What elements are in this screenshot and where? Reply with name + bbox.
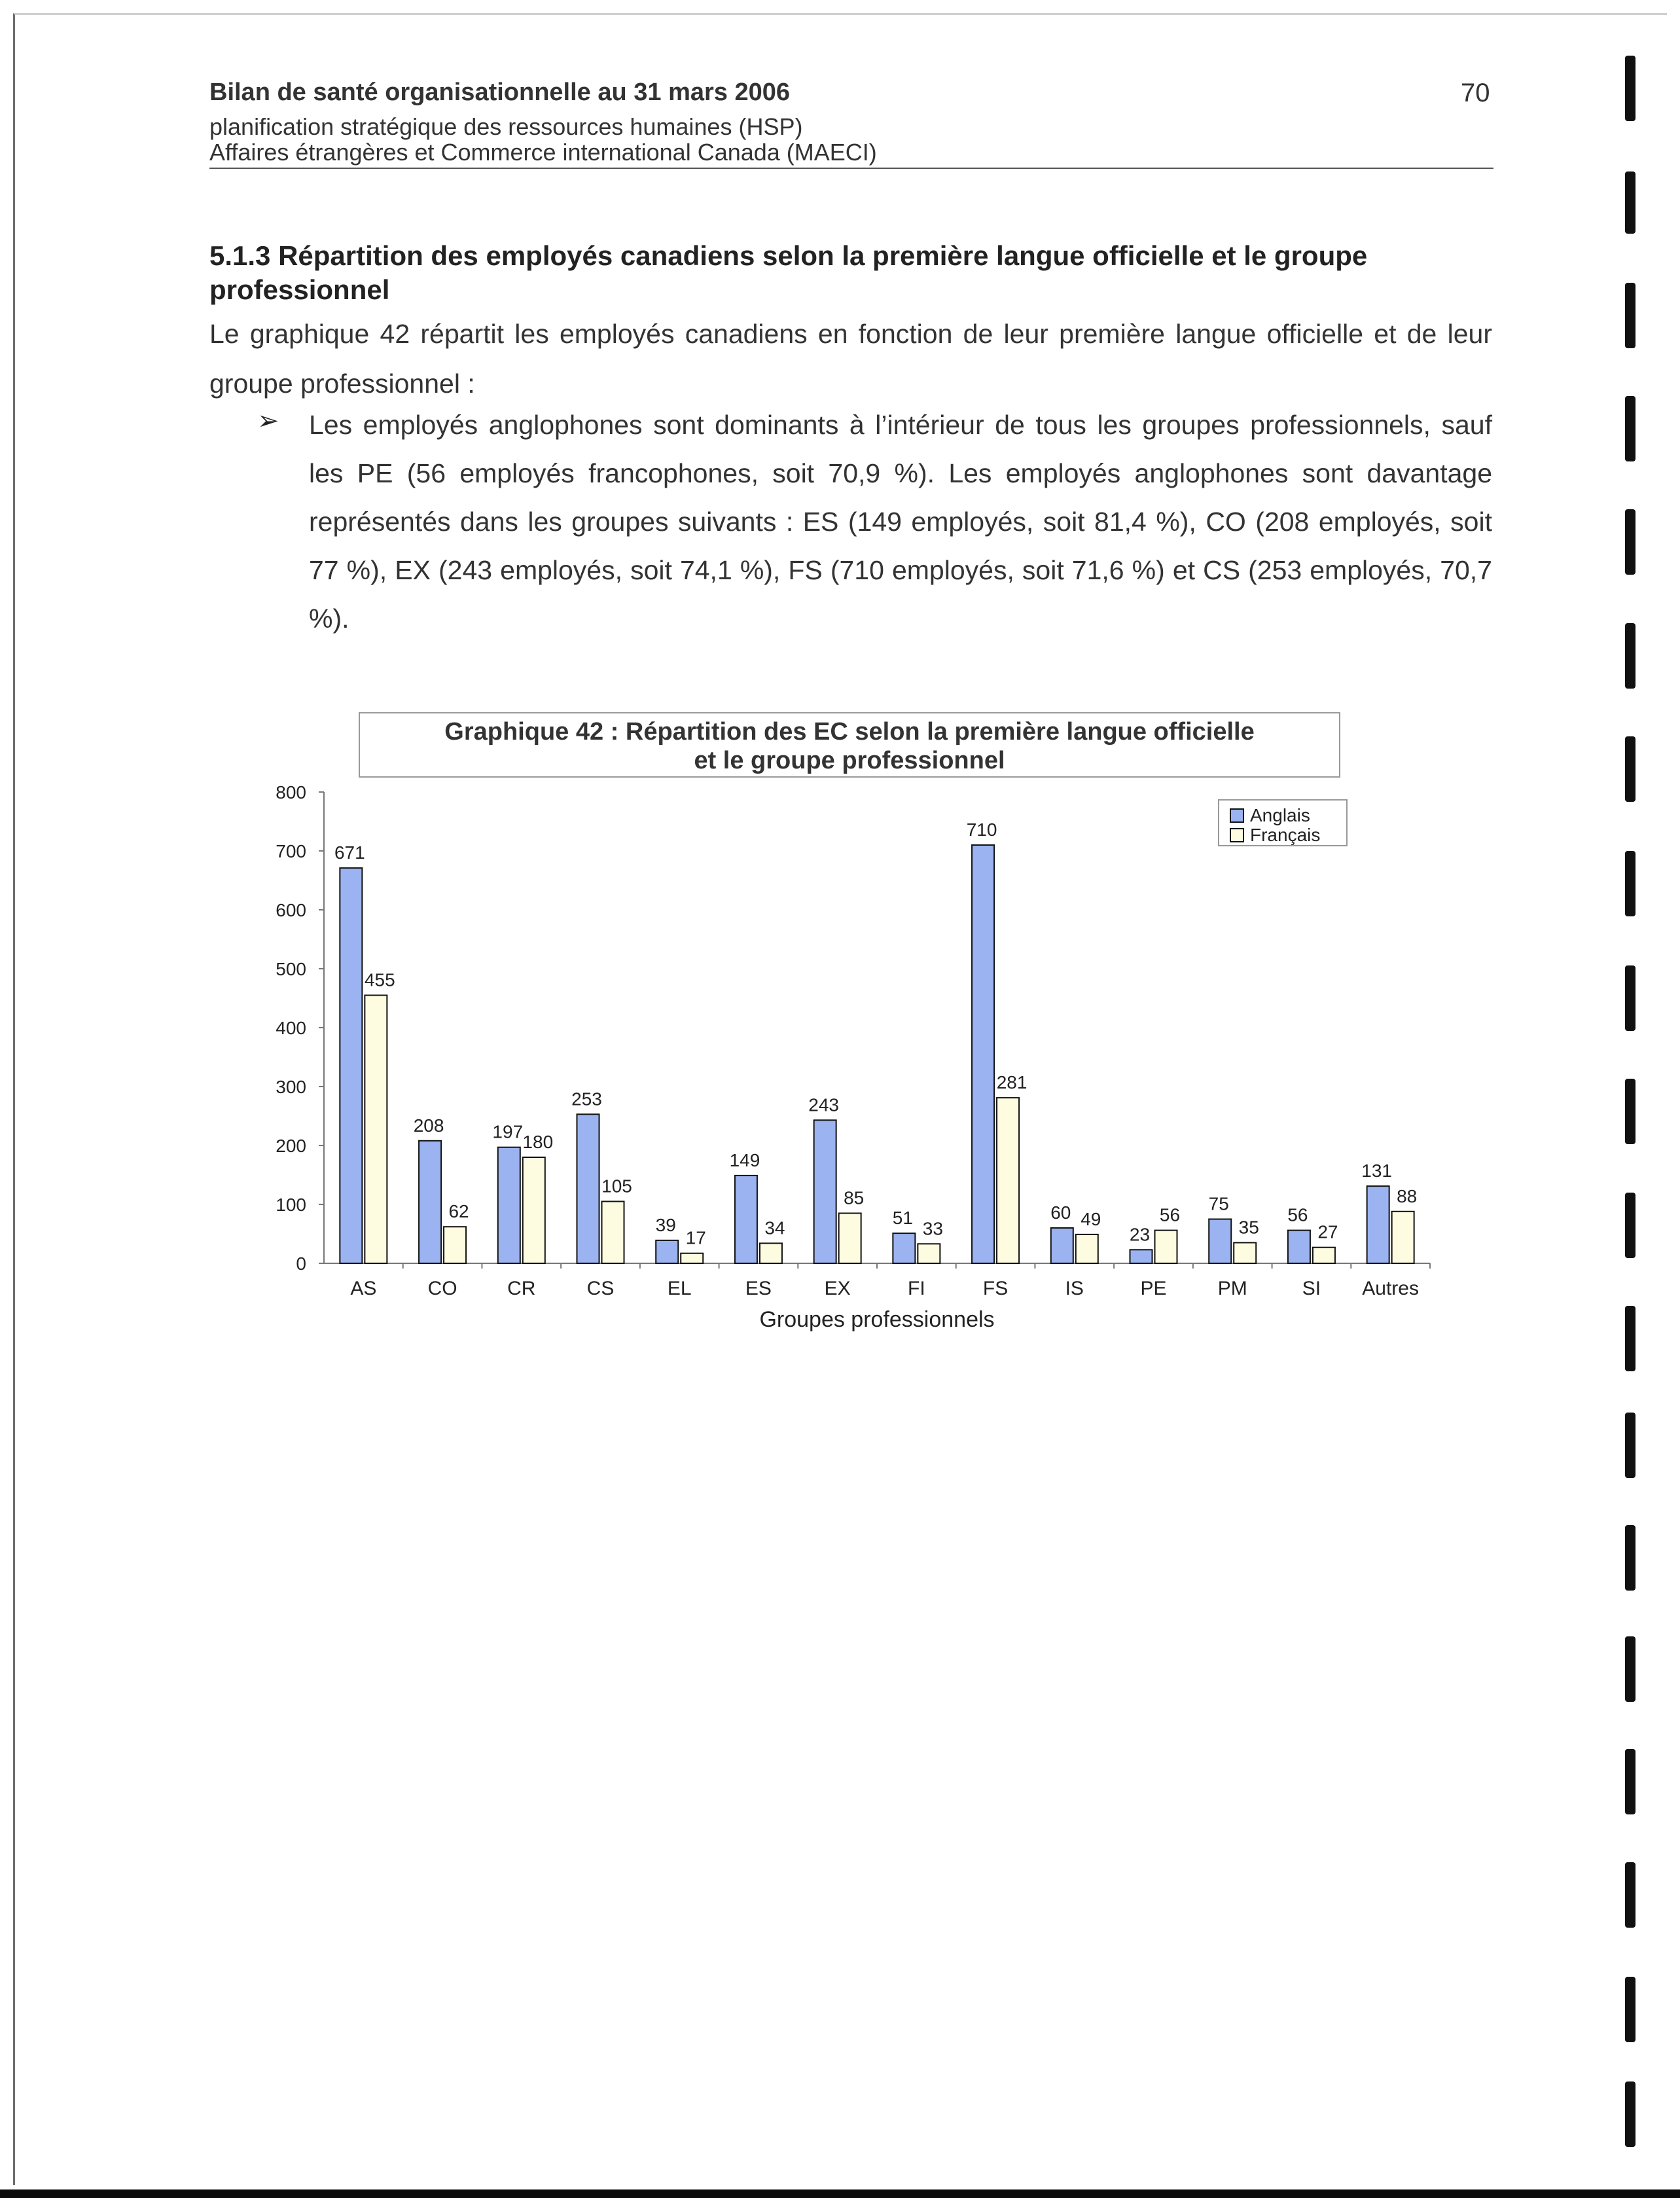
y-tick-label: 400 — [276, 1018, 306, 1038]
page-number: 70 — [1461, 79, 1490, 107]
bar-franais-is — [1076, 1234, 1098, 1263]
x-tick-label: PE — [1140, 1278, 1167, 1299]
x-axis-title: Groupes professionnels — [759, 1307, 995, 1332]
data-label: 56 — [1159, 1204, 1181, 1225]
bar-franais-cr — [523, 1157, 545, 1263]
bar-franais-fi — [918, 1244, 940, 1263]
intro-paragraph: Le graphique 42 répartit les employés canadiens en fonction de leur première langue officielle et de leur groupe professionnel : — [209, 319, 1492, 399]
data-label: 34 — [764, 1217, 785, 1238]
data-label: 39 — [655, 1214, 676, 1235]
x-tick-label: IS — [1065, 1278, 1084, 1299]
header-title: Bilan de santé organisationnelle au 31 mars 2006 — [209, 79, 791, 106]
bar-franais-co — [444, 1227, 466, 1263]
bar-anglais-el — [656, 1240, 678, 1263]
bar-anglais-si — [1288, 1231, 1310, 1263]
data-label: 455 — [364, 969, 395, 990]
bar-anglais-fi — [893, 1233, 915, 1263]
data-label: 60 — [1050, 1202, 1071, 1223]
bar-franais-autres — [1392, 1212, 1414, 1263]
legend-swatch — [1230, 829, 1243, 842]
y-tick-label: 300 — [276, 1077, 306, 1097]
bar-anglais-fs — [972, 845, 994, 1263]
x-tick-label: Autres — [1362, 1278, 1420, 1299]
data-label: 180 — [522, 1132, 554, 1152]
bar-franais-fs — [997, 1098, 1019, 1263]
bullet-arrow-icon: ➢ — [257, 406, 279, 435]
x-tick-label: EX — [824, 1278, 851, 1299]
data-label: 671 — [334, 842, 365, 863]
bar-anglais-is — [1051, 1228, 1073, 1263]
bar-franais-el — [681, 1253, 703, 1263]
bar-anglais-cs — [577, 1114, 599, 1263]
x-tick-label: FI — [908, 1278, 925, 1299]
bar-anglais-as — [340, 868, 362, 1263]
data-label: 710 — [966, 820, 997, 840]
bar-franais-ex — [839, 1214, 861, 1264]
y-tick-label: 800 — [276, 782, 306, 802]
x-tick-label: SI — [1302, 1278, 1321, 1299]
bar-franais-pe — [1155, 1231, 1177, 1263]
legend-swatch — [1230, 809, 1243, 822]
data-label: 33 — [922, 1218, 943, 1239]
legend-label: Français — [1250, 825, 1321, 845]
bar-anglais-co — [419, 1141, 441, 1263]
data-label: 253 — [571, 1089, 602, 1109]
data-label: 62 — [448, 1201, 469, 1222]
bar-franais-es — [760, 1243, 782, 1263]
chart-title-line2: et le groupe professionnel — [694, 747, 1005, 774]
chart-title-line1: Graphique 42 : Répartition des EC selon la première langue officielle — [444, 718, 1255, 746]
legend-label: Anglais — [1250, 805, 1310, 825]
bar-anglais-ex — [814, 1120, 836, 1263]
data-label: 208 — [413, 1115, 444, 1136]
y-tick-label: 200 — [276, 1136, 306, 1156]
data-label: 27 — [1317, 1221, 1338, 1242]
bar-anglais-cr — [498, 1147, 520, 1263]
data-label: 35 — [1238, 1217, 1259, 1238]
header-subtitle-hsp: planification stratégique des ressources humaines (HSP) — [209, 113, 803, 140]
data-label: 281 — [996, 1072, 1028, 1093]
bar-anglais-pe — [1130, 1250, 1153, 1263]
data-label: 105 — [601, 1176, 632, 1197]
bar-franais-si — [1313, 1248, 1335, 1263]
bar-franais-pm — [1234, 1243, 1256, 1264]
data-label: 149 — [729, 1149, 760, 1170]
bar-franais-cs — [602, 1202, 624, 1264]
x-tick-label: FS — [982, 1278, 1009, 1299]
y-tick-label: 500 — [276, 959, 306, 979]
x-tick-label: CR — [507, 1278, 536, 1299]
page-bottom-edge — [0, 2189, 1680, 2198]
data-label: 51 — [892, 1208, 913, 1229]
x-tick-label: PM — [1217, 1278, 1247, 1299]
data-label: 17 — [685, 1227, 706, 1248]
y-tick-label: 600 — [276, 900, 306, 920]
data-label: 56 — [1287, 1204, 1308, 1225]
bar-anglais-es — [735, 1176, 757, 1263]
section-heading: 5.1.3 Répartition des employés canadiens selon la première langue officielle et le groupe professionnel — [209, 240, 1368, 305]
data-label: 197 — [492, 1121, 524, 1142]
y-tick-label: 0 — [296, 1253, 306, 1274]
x-tick-label: ES — [745, 1278, 772, 1299]
bullet-paragraph: Les employés anglophones sont dominants à l’intérieur de tous les groupes professionnels, sauf les PE (56 employés francophones, soit 70,9 %). Les employés anglophones sont davantage représentés dans les groupes suivants : ES (149 employés, soit 81,4 %), CO (208 employés, soit 77 %), EX (243 employés, soit 74,1 %), FS (710 employés, soit 71,6 %) et CS (253 employés, 70,7 %). — [309, 410, 1492, 634]
bar-anglais-autres — [1367, 1186, 1389, 1263]
y-tick-label: 700 — [276, 841, 306, 861]
data-label: 88 — [1397, 1185, 1418, 1206]
bar-franais-as — [365, 996, 387, 1264]
x-tick-label: CS — [586, 1278, 615, 1299]
y-tick-label: 100 — [276, 1195, 306, 1215]
x-tick-label: AS — [350, 1278, 377, 1299]
data-label: 23 — [1129, 1224, 1151, 1245]
data-label: 131 — [1361, 1161, 1393, 1181]
bar-anglais-pm — [1209, 1219, 1231, 1264]
data-label: 85 — [844, 1187, 865, 1208]
x-tick-label: CO — [427, 1278, 457, 1299]
x-tick-label: EL — [667, 1278, 692, 1299]
header-subtitle-department: Affaires étrangères et Commerce international Canada (MAECI) — [209, 139, 877, 166]
data-label: 243 — [808, 1094, 840, 1115]
data-label: 75 — [1208, 1193, 1229, 1214]
data-label: 49 — [1081, 1208, 1101, 1229]
